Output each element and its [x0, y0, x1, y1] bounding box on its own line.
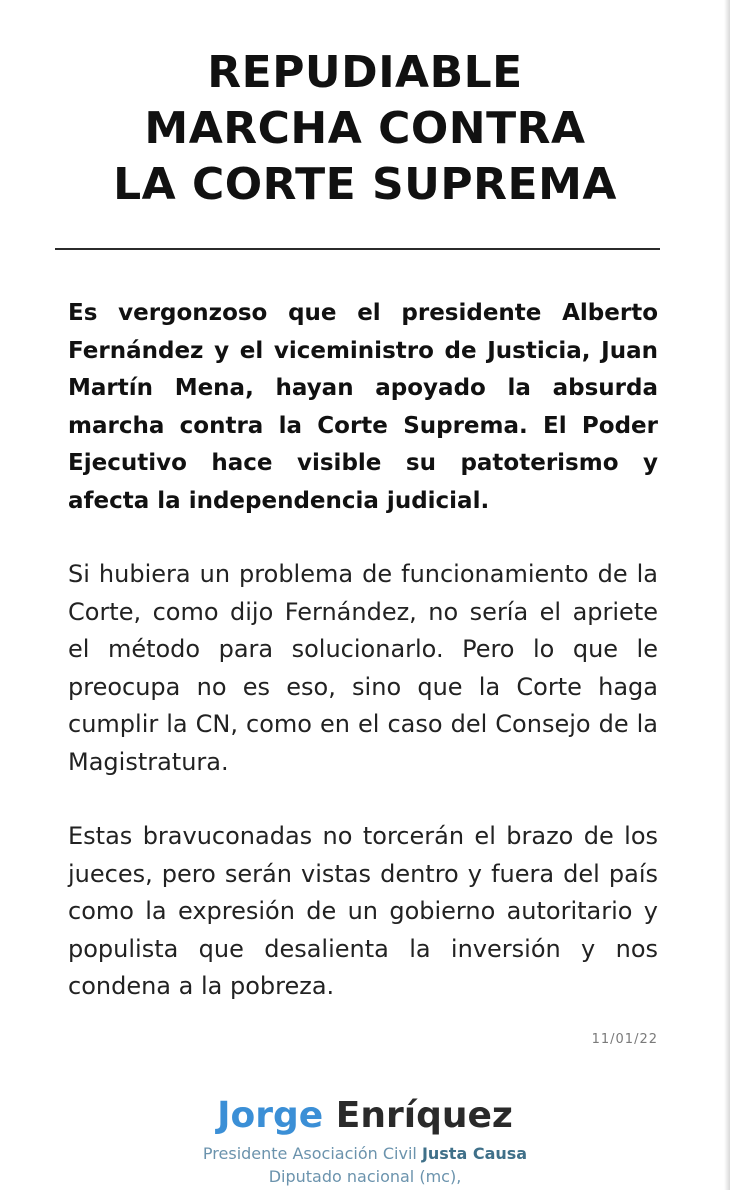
headline-line-1: REPUDIABLE: [207, 47, 523, 98]
signature-first-name: Jorge: [217, 1095, 324, 1136]
body-paragraph-2: Si hubiera un problema de funcionamiento de la Corte, como dijo Fernández, no sería el apriete el método para solucionarlo. Pero lo que le preocupa no es eso, sino que la Corte haga cumplir la CN, como en el caso del Consejo de la Magistratura.: [68, 560, 658, 776]
signature-organization: Justa Causa: [421, 1144, 528, 1163]
date-stamp: 11/01/22: [591, 1032, 658, 1047]
signature-role-2: Diputado nacional (mc),: [268, 1167, 462, 1186]
divider: [55, 248, 660, 250]
signature-last-name: Enríquez: [335, 1095, 513, 1136]
headline-line-3: LA CORTE SUPREMA: [113, 159, 617, 210]
signature-role-prefix: Presidente Asociación Civil: [202, 1144, 417, 1163]
headline-line-2: MARCHA CONTRA: [144, 103, 586, 154]
headline: [40, 45, 690, 213]
body-paragraph-3: Estas bravuconadas no torcerán el brazo de los jueces, pero serán vistas dentro y fuera del país como la expresión de un gobierno autoritario y populista que desalienta la inversión y nos condena a la pobreza.: [68, 822, 658, 1000]
lead-paragraph: Es vergonzoso que el presidente Alberto Fernández y el viceministro de Justicia, Juan Martín Mena, hayan apoyado la absurda marcha contra la Corte Suprema. El Poder Ejecutivo hace visible su patoterismo y afecta la independencia judicial.: [68, 300, 658, 514]
signature-role: [0, 1142, 730, 1166]
page-edge-shadow: [724, 0, 730, 1190]
signature-name: [0, 1094, 730, 1138]
